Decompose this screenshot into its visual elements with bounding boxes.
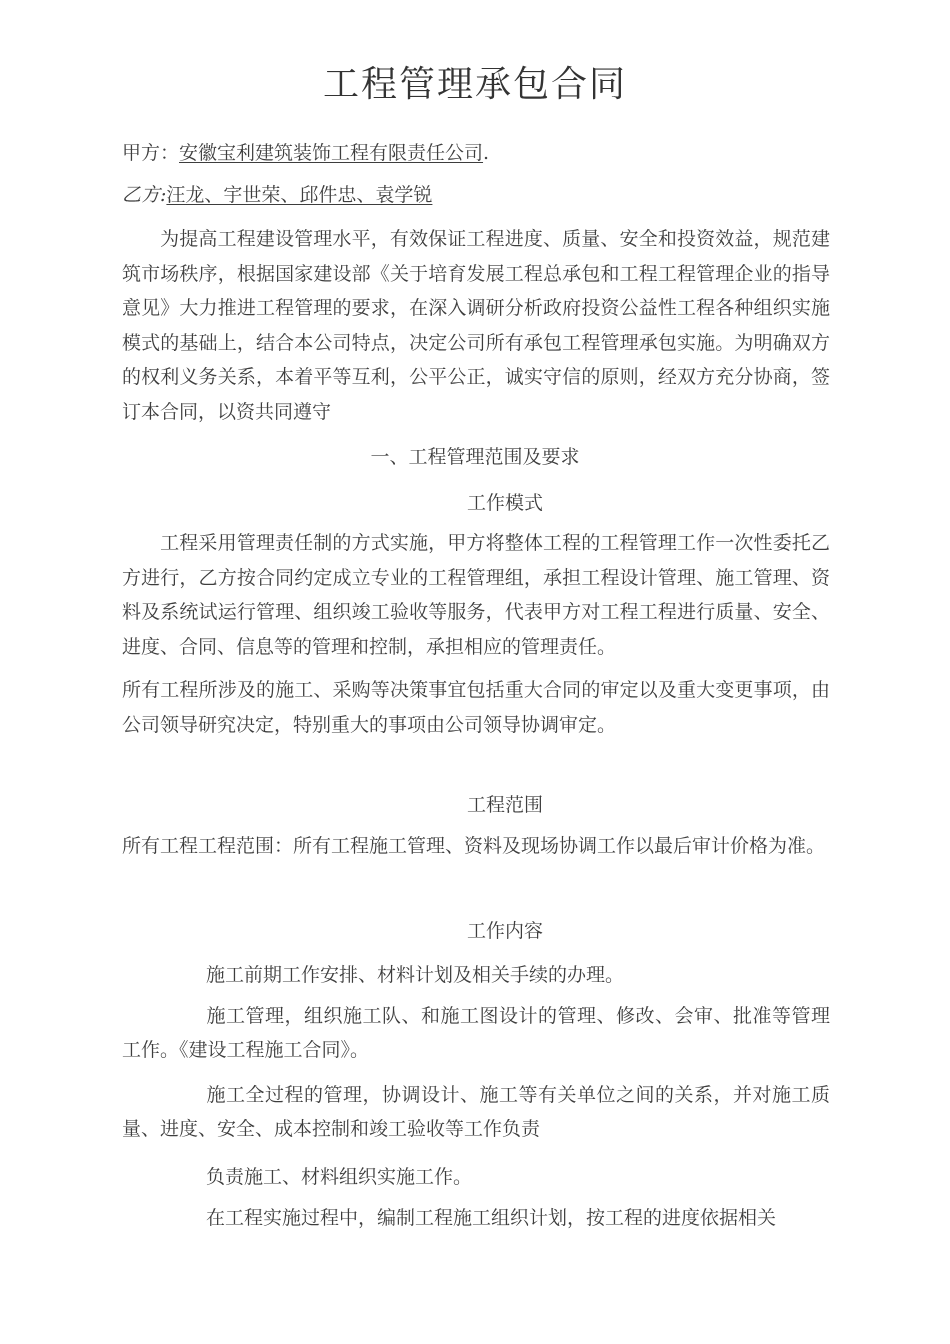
subheading-content: 工作内容 [466,920,543,942]
party-a-label: 甲方： [122,142,180,164]
content-item-5-text: 在工程实施过程中，编制工程施工组织计划，按工程的进度依据相关 [206,1207,777,1229]
scope-paragraph [122,829,830,864]
content-item-1: 施工前期工作安排、材料计划及相关手续的办理。 [206,964,625,986]
content-item-2-text: 施工管理，组织施工队、和施工图设计的管理、修改、会审、批准等管理工作。《建设工程施工合同》。 [122,1005,830,1061]
subheading-scope: 工程范围 [466,794,543,816]
party-b-name: 汪龙、宇世荣、邱件忠、袁学锐 [166,184,433,206]
content-item-5 [122,1201,830,1235]
content-item-3 [122,1078,830,1146]
content-item-2 [122,999,830,1067]
subheading-work-mode: 工作模式 [466,492,543,514]
work-mode-paragraph-1 [122,526,830,664]
party-b-line [122,182,832,208]
content-item-3-text: 施工全过程的管理，协调设计、施工等有关单位之间的关系，并对施工质量、进度、安全、成本控制和竣工验收等工作负责 [122,1084,830,1140]
party-a-tail: . [483,142,490,164]
work-mode-paragraph-2 [122,673,830,742]
intro-paragraph [122,222,830,429]
party-a-name: 安徽宝利建筑装饰工程有限责任公司 [179,142,484,164]
work-mode-text-2: 所有工程所涉及的施工、采购等决策事宜包括重大合同的审定以及重大变更事项，由公司领导研究决定，特别重大的事项由公司领导协调审定。 [122,679,830,736]
document-title: 工程管理承包合同 [322,64,627,105]
content-item-4: 负责施工、材料组织实施工作。 [206,1166,473,1188]
party-b-label: 乙方: [122,184,167,206]
scope-text: 所有工程工程范围：所有工程施工管理、资料及现场协调工作以最后审计价格为准。 [122,835,826,857]
work-mode-text-1: 工程采用管理责任制的方式实施，甲方将整体工程的工程管理工作一次性委托乙方进行，乙方按合同约定成立专业的工程管理组，承担工程设计管理、施工管理、资料及系统试运行管理、组织竣工验收等服务，代表甲方对工程工程进行质量、安全、进度、合同、信息等的管理和控制，承担相应的管理责任。 [122,532,830,658]
intro-text: 为提高工程建设管理水平，有效保证工程进度、质量、安全和投资效益，规范建筑市场秩序，根据国家建设部《关于培育发展工程总承包和工程工程管理企业的指导意见》大力推进工程管理的要求，在深入调研分析政府投资公益性工程各种组织实施模式的基础上，结合本公司特点，决定公司所有承包工程管理承包实施。为明确双方的权利义务关系，本着平等互利，公平公正，诚实守信的原则，经双方充分协商，签订本合同，以资共同遵守 [122,228,830,423]
party-a-line [122,140,832,166]
section-heading-1: 一、工程管理范围及要求 [370,446,580,468]
